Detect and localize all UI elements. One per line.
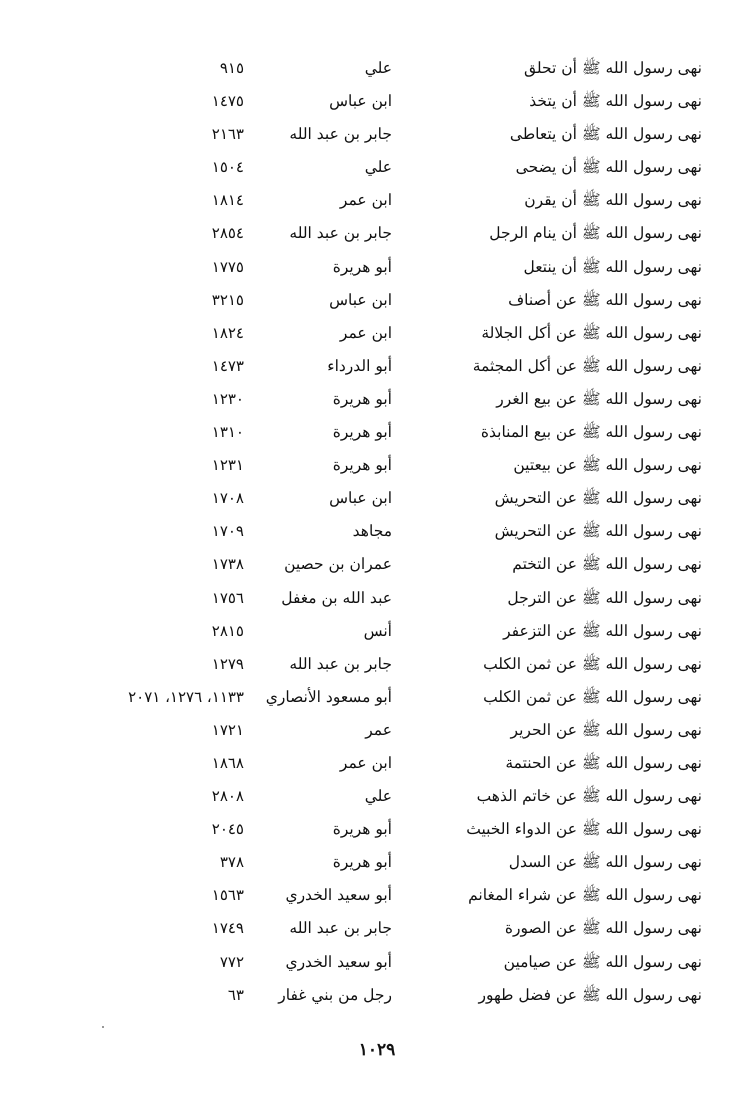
narrator-name: جابر بن عبد الله [289,224,392,243]
index-row [0,350,754,383]
index-row [0,846,754,879]
narrator-name: عمر [365,720,392,739]
hadith-opening-text: نهى رسول الله ﷺ عن أكل المجثمة [472,356,702,375]
index-row [0,284,754,317]
narrator-name: أبو سعيد الخدري [285,952,392,971]
hadith-number: ١٢٧٩ [211,654,244,673]
narrator-name: علي [364,158,392,177]
hadith-number: ١٤٧٥ [211,92,244,111]
narrator-name: علي [364,787,392,806]
hadith-opening-text: نهى رسول الله ﷺ أن ينام الرجل [489,224,702,243]
hadith-opening-text: نهى رسول الله ﷺ عن ثمن الكلب [483,687,702,706]
page-number: ١٠٢٩ [358,1040,396,1060]
hadith-number: ١٢٣٠ [211,389,244,408]
hadith-number: ٣٢١٥ [211,290,244,309]
hadith-opening-text: نهى رسول الله ﷺ عن التختم [512,555,702,574]
narrator-name: ابن عباس [329,489,392,508]
narrator-name: عمران بن حصين [284,555,392,574]
narrator-name: أبو الدرداء [327,356,392,375]
hadith-number: ١٨٢٤ [211,323,244,342]
hadith-opening-text: نهى رسول الله ﷺ عن الدواء الخبيث [466,820,702,839]
hadith-opening-text: نهى رسول الله ﷺ عن بيعتين [513,456,702,475]
hadith-number: ٦٣ [227,985,244,1004]
hadith-number: ١٨٦٨ [211,753,244,772]
index-table [0,52,754,1012]
hadith-number: ١٣١٠ [211,423,244,442]
hadith-number: ١٧٢١ [211,720,244,739]
index-row [0,317,754,350]
hadith-opening-text: نهى رسول الله ﷺ عن أكل الجلالة [481,323,702,342]
narrator-name: رجل من بني غفار [278,985,392,1004]
narrator-name: جابر بن عبد الله [289,125,392,144]
hadith-opening-text: نهى رسول الله ﷺ عن الحنتمة [505,753,702,772]
index-row [0,383,754,416]
hadith-opening-text: نهى رسول الله ﷺ عن شراء المغانم [468,886,702,905]
hadith-opening-text: نهى رسول الله ﷺ عن بيع المنابذة [480,423,702,442]
narrator-name: ابن عمر [339,753,392,772]
index-row [0,714,754,747]
index-row [0,548,754,581]
print-speck [102,1026,104,1028]
hadith-opening-text: نهى رسول الله ﷺ عن ثمن الكلب [483,654,702,673]
hadith-opening-text: نهى رسول الله ﷺ عن التحريش [494,489,702,508]
hadith-opening-text: نهى رسول الله ﷺ عن الصورة [504,919,702,938]
index-row [0,482,754,515]
hadith-opening-text: نهى رسول الله ﷺ عن أصناف [508,290,702,309]
narrator-name: ابن عمر [339,323,392,342]
index-row [0,52,754,85]
hadith-opening-text: نهى رسول الله ﷺ أن يضحى [515,158,702,177]
hadith-number: ١٥٠٤ [211,158,244,177]
narrator-name: أبو هريرة [332,820,392,839]
hadith-number: ١٧٧٥ [211,257,244,276]
hadith-opening-text: نهى رسول الله ﷺ أن يتعاطى [509,125,702,144]
index-row [0,151,754,184]
hadith-opening-text: نهى رسول الله ﷺ أن يتخذ [529,92,702,111]
hadith-number: ١٥٦٣ [211,886,244,905]
hadith-number: ١١٣٣، ١٢٧٦، ٢٠٧١ [128,687,244,706]
hadith-opening-text: نهى رسول الله ﷺ أن يقرن [524,191,702,210]
hadith-opening-text: نهى رسول الله ﷺ عن الحرير [510,720,702,739]
index-row [0,515,754,548]
index-row [0,979,754,1012]
narrator-name: جابر بن عبد الله [289,654,392,673]
index-row [0,946,754,979]
hadith-opening-text: نهى رسول الله ﷺ عن التحريش [494,522,702,541]
hadith-number: ١٧٣٨ [211,555,244,574]
hadith-opening-text: نهى رسول الله ﷺ عن خاتم الذهب [476,787,702,806]
index-row [0,615,754,648]
index-row [0,449,754,482]
narrator-name: أبو مسعود الأنصاري [265,687,392,706]
narrator-name: جابر بن عبد الله [289,919,392,938]
hadith-number: ٢٠٤٥ [211,820,244,839]
index-row [0,217,754,250]
hadith-opening-text: نهى رسول الله ﷺ عن التزعفر [503,621,702,640]
narrator-name: أبو هريرة [332,389,392,408]
narrator-name: عبد الله بن مغفل [281,588,392,607]
narrator-name: ابن عمر [339,191,392,210]
narrator-name: أبو هريرة [332,853,392,872]
index-row [0,681,754,714]
index-row [0,184,754,217]
hadith-opening-text: نهى رسول الله ﷺ عن صيامين [503,952,702,971]
hadith-opening-text: نهى رسول الله ﷺ أن تحلق [523,59,702,77]
narrator-name: أنس [363,621,392,640]
narrator-name: أبو سعيد الخدري [285,886,392,905]
index-row [0,85,754,118]
narrator-name: مجاهد [352,522,392,541]
hadith-number: ٧٧٢ [219,952,244,971]
index-row [0,251,754,284]
hadith-number: ١٨١٤ [211,191,244,210]
index-row [0,780,754,813]
narrator-name: علي [364,59,392,77]
index-row [0,912,754,945]
index-row [0,416,754,449]
hadith-number: ١٧٠٨ [211,489,244,508]
hadith-number: ١٧٥٦ [211,588,244,607]
hadith-opening-text: نهى رسول الله ﷺ عن السدل [508,853,702,872]
hadith-number: ٩١٥ [219,59,244,77]
index-row [0,648,754,681]
narrator-name: أبو هريرة [332,456,392,475]
hadith-opening-text: نهى رسول الله ﷺ عن الترجل [507,588,702,607]
hadith-number: ٢٨٠٨ [211,787,244,806]
index-row [0,879,754,912]
hadith-number: ٣٧٨ [219,853,244,872]
hadith-number: ٢١٦٣ [211,125,244,144]
hadith-number: ٢٨١٥ [211,621,244,640]
hadith-number: ١٧٤٩ [211,919,244,938]
index-row [0,118,754,151]
narrator-name: أبو هريرة [332,423,392,442]
narrator-name: أبو هريرة [332,257,392,276]
index-row [0,747,754,780]
index-row [0,582,754,615]
hadith-opening-text: نهى رسول الله ﷺ عن فضل طهور [478,985,702,1004]
narrator-name: ابن عباس [329,290,392,309]
hadith-opening-text: نهى رسول الله ﷺ عن بيع الغرر [496,389,702,408]
hadith-number: ١٧٠٩ [211,522,244,541]
hadith-number: ١٢٣١ [211,456,244,475]
index-row [0,813,754,846]
hadith-opening-text: نهى رسول الله ﷺ أن ينتعل [523,257,702,276]
hadith-number: ١٤٧٣ [211,356,244,375]
narrator-name: ابن عباس [329,92,392,111]
hadith-number: ٢٨٥٤ [211,224,244,243]
